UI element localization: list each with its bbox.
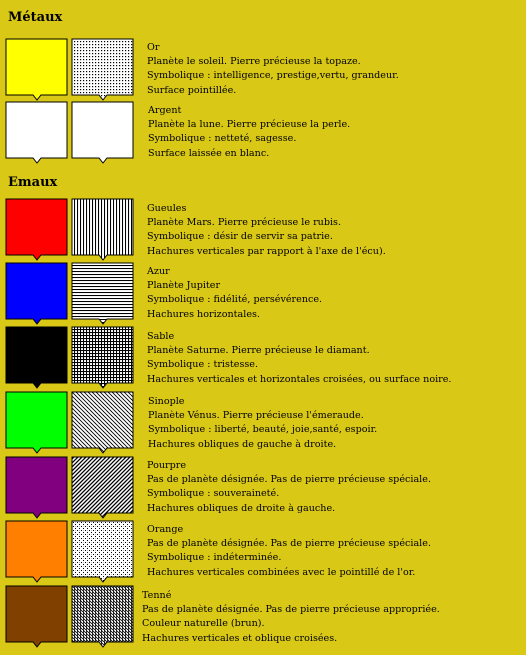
pourpre-color-shield-icon [5, 456, 69, 520]
orange-hatching-shield-icon [71, 520, 135, 584]
tenne-hatching-shield-icon [71, 585, 135, 649]
tincture-line: Symbolique : désir de servir sa patrie. [147, 231, 333, 243]
tincture-description [147, 265, 322, 322]
section-heading-metaux: Métaux [8, 10, 63, 25]
tincture-line: Planète Saturne. Pierre précieuse le diamant. [147, 345, 370, 357]
tincture-name: Or [147, 42, 160, 53]
tincture-description [147, 523, 431, 580]
tincture-line: Hachures verticales et oblique croisées. [142, 632, 338, 644]
tincture-name: Sable [147, 331, 175, 342]
tenne-color-shield-icon [5, 585, 69, 649]
or-color-shield-icon [5, 38, 69, 102]
section-heading-emaux: Emaux [8, 175, 58, 190]
pourpre-hatching-shield-icon [71, 456, 135, 520]
sinople-color-shield-icon [5, 391, 69, 455]
tincture-line: Hachures verticales par rapport à l'axe de l'écu). [147, 245, 386, 257]
argent-hatching-shield-icon [71, 101, 135, 165]
azur-color-shield-icon [5, 262, 69, 326]
tincture-name: Orange [147, 524, 184, 535]
tincture-line: Symbolique : souveraineté. [147, 488, 280, 500]
tincture-line: Planète Mars. Pierre précieuse le rubis. [147, 217, 342, 229]
tincture-line: Pas de planète désignée. Pas de pierre précieuse appropriée. [142, 604, 440, 616]
tincture-line: Planète le soleil. Pierre précieuse la topaze. [147, 56, 361, 68]
sinople-hatching-shield-icon [71, 391, 135, 455]
tincture-name: Azur [147, 266, 170, 277]
tincture-name: Sinople [148, 396, 185, 407]
or-hatching-shield-icon [71, 38, 135, 102]
tincture-line: Hachures verticales et horizontales croisées, ou surface noire. [147, 373, 452, 385]
tincture-line: Planète la lune. Pierre précieuse la perle. [148, 119, 351, 131]
sable-hatching-shield-icon [71, 326, 135, 390]
tincture-description [148, 104, 350, 161]
tincture-line: Pas de planète désignée. Pas de pierre précieuse spéciale. [147, 538, 431, 550]
tincture-line: Pas de planète désignée. Pas de pierre précieuse spéciale. [147, 474, 431, 486]
tincture-line: Planète Vénus. Pierre précieuse l'émeraude. [148, 410, 364, 422]
tincture-name: Pourpre [147, 460, 187, 471]
tincture-name: Argent [148, 105, 182, 116]
tincture-description [147, 459, 431, 516]
azur-hatching-shield-icon [71, 262, 135, 326]
tincture-line: Hachures horizontales. [147, 308, 260, 320]
tincture-description [147, 330, 451, 387]
tincture-line: Surface laissée en blanc. [148, 147, 270, 159]
tincture-line: Hachures obliques de gauche à droite. [148, 438, 337, 450]
tincture-line: Hachures obliques de droite à gauche. [147, 502, 336, 514]
orange-color-shield-icon [5, 520, 69, 584]
tincture-line: Symbolique : netteté, sagesse. [148, 133, 297, 145]
tincture-line: Symbolique : intelligence, prestige,vertu, grandeur. [147, 70, 399, 82]
argent-color-shield-icon [5, 101, 69, 165]
tincture-line: Symbolique : liberté, beauté, joie,santé, espoir. [148, 424, 378, 436]
tincture-line: Symbolique : indéterminée. [147, 552, 282, 564]
tincture-name: Gueules [147, 203, 187, 214]
sable-color-shield-icon [5, 326, 69, 390]
tincture-description [147, 41, 399, 98]
tincture-line: Couleur naturelle (brun). [142, 618, 265, 630]
tincture-description [142, 589, 440, 646]
tincture-line: Surface pointillée. [147, 84, 237, 96]
tincture-name: Tenné [142, 590, 172, 601]
gueules-hatching-shield-icon [71, 198, 135, 262]
tincture-line: Symbolique : fidélité, persévérence. [147, 294, 323, 306]
tincture-line: Hachures verticales combinées avec le pointillé de l'or. [147, 566, 416, 578]
tincture-description [148, 395, 377, 452]
tincture-line: Planète Jupiter [147, 280, 221, 292]
gueules-color-shield-icon [5, 198, 69, 262]
tincture-description [147, 202, 386, 259]
tincture-line: Symbolique : tristesse. [147, 359, 259, 371]
